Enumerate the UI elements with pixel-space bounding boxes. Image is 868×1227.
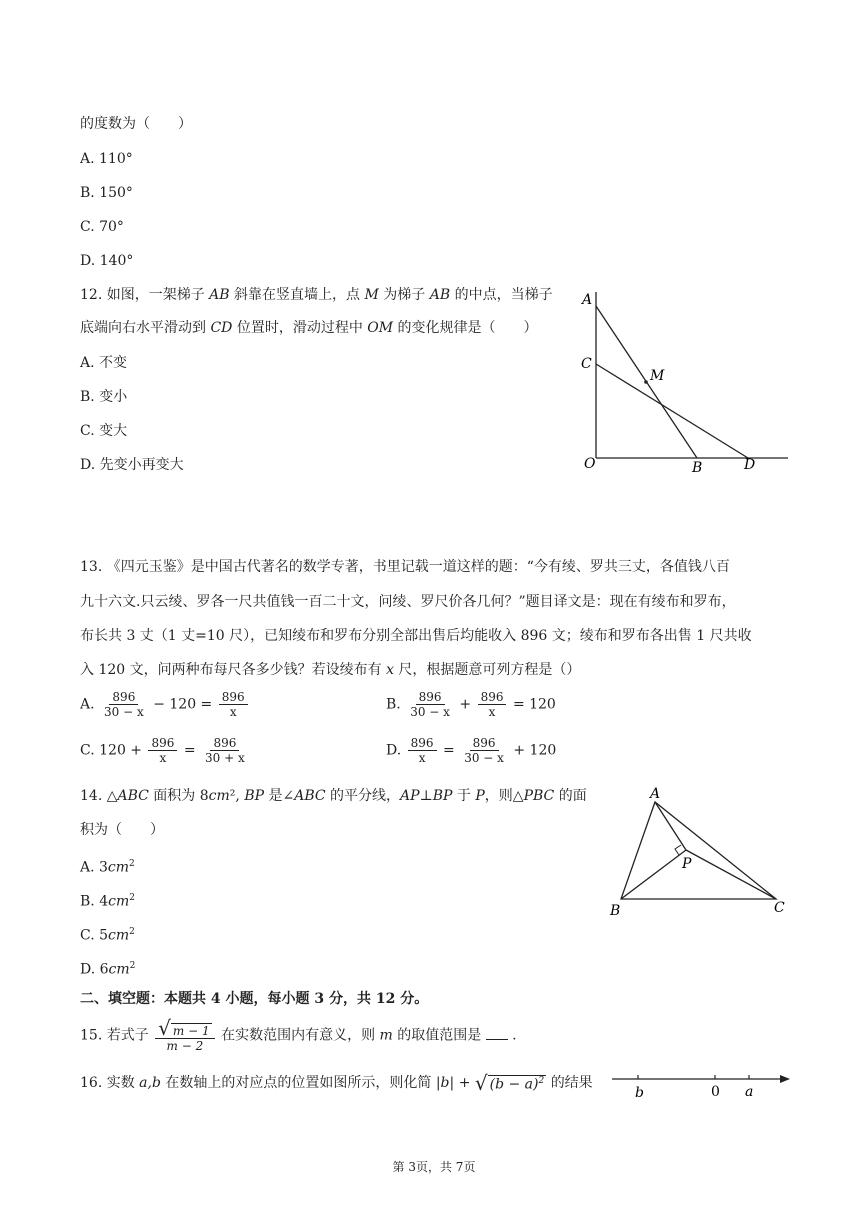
triangle-abc [621, 802, 776, 899]
section-heading: 二、填空题：本题共 4 小题，每小题 3 分，共 12 分。 [80, 991, 429, 1007]
label-a: A [582, 292, 593, 308]
q14-stem-line2: 积为（ ） [80, 822, 164, 838]
label-a: a [745, 1084, 754, 1100]
q12-option-b: B. 变小 [80, 389, 128, 405]
label-b: B [610, 903, 621, 919]
right-angle-mark [675, 845, 681, 855]
point-m [644, 380, 648, 384]
triangle-figure [600, 782, 800, 922]
segment-bp [621, 850, 686, 899]
label-o: O [584, 456, 596, 472]
q13-stem-line4: 入 120 文，问两种布每尺各多少钱？若设绫布有 x 尺，根据题意可列方程是（） [80, 662, 581, 678]
q14-option-c: C. $5cm^2$ [80, 927, 135, 944]
label-zero: 0 [711, 1084, 720, 1100]
number-line [608, 1066, 792, 1102]
q14-option-a: A. $3cm^2$ [80, 859, 135, 876]
segment-pc [686, 850, 776, 899]
q16-stem: 16. 实数 a,b 在数轴上的对应点的位置如图所示，则化简 |b| + √ $(b - a)^2$ 的结果 [80, 1071, 593, 1095]
q13-option-b: B. $\frac{896}{30 - x}$ + $\frac{896}{x}$ = 120 [386, 690, 556, 719]
q13-option-c: C. 120 + $\frac{896}{x}$ = $\frac{896}{30 + x}$ [80, 736, 245, 765]
q12-option-d: D. 先变小再变大 [80, 457, 184, 473]
q13-option-d: D. $\frac{896}{x}$ = $\frac{896}{30 - x}$ + 120 [386, 736, 557, 765]
q14-option-b: B. $4cm^2$ [80, 893, 135, 910]
q12-option-a: A. 不变 [80, 355, 128, 371]
page-footer: 第 3页，共 7页 [392, 1160, 476, 1174]
label-m: M [650, 368, 665, 384]
q12-stem-line1: 12. 如图，一架梯子 AB 斜靠在竖直墙上，点 M 为梯子 AB 的中点，当梯子 [80, 287, 553, 303]
q11-stem-tail: 的度数为（ ） [80, 116, 192, 132]
label-b: b [635, 1085, 644, 1101]
ladder-cd [596, 364, 748, 458]
q12-stem-line2: 底端向右水平滑动到 CD 位置时，滑动过程中 OM 的变化规律是（ ） [80, 320, 538, 336]
q13-stem-line1: 13. 《四元玉鉴》是中国古代著名的数学专著，书里记载一道这样的题：“今有绫、罗共三丈，各值钱八百 [80, 559, 730, 575]
segment-ap [655, 802, 686, 850]
label-a: A [650, 786, 661, 802]
label-c: C [581, 356, 592, 372]
q13-option-a: A. $\frac{896}{30 - x}$ − 120 = $\frac{896}{x}$ [80, 690, 250, 719]
label-b: B [692, 460, 703, 476]
arrow-head [780, 1075, 790, 1083]
q11-option-b: B. 150° [80, 185, 133, 201]
q12-option-c: C. 变大 [80, 423, 128, 439]
q15-stem: 15. 若式子 √ m − 1 m − 2 在实数范围内有意义，则 m 的取值范围是 . [80, 1016, 517, 1053]
q11-option-d: D. 140° [80, 253, 134, 269]
q14-option-d: D. $6cm^2$ [80, 961, 136, 978]
q11-option-a: A. 110° [80, 151, 133, 167]
ladder-figure [570, 280, 800, 480]
answer-blank[interactable] [486, 1027, 508, 1040]
label-p: P [682, 856, 692, 872]
q13-stem-line2: 九十六文.只云绫、罗各一尺共值钱一百二十文，问绫、罗尺价各几何？”题目译文是：现在有绫布和罗布， [80, 594, 736, 610]
q14-stem-line1: 14. △ABC 面积为 8cm², BP 是∠ABC 的平分线，AP⊥BP 于 P，则△PBC 的面 [80, 788, 587, 804]
q13-stem-line3: 布长共 3 丈（1 丈=10 尺），已知绫布和罗布分别全部出售后均能收入 896 文；绫布和罗布各出售 1 尺共收 [80, 628, 752, 644]
label-d: D [744, 457, 756, 473]
label-c: C [774, 900, 785, 916]
q11-option-c: C. 70° [80, 219, 124, 235]
